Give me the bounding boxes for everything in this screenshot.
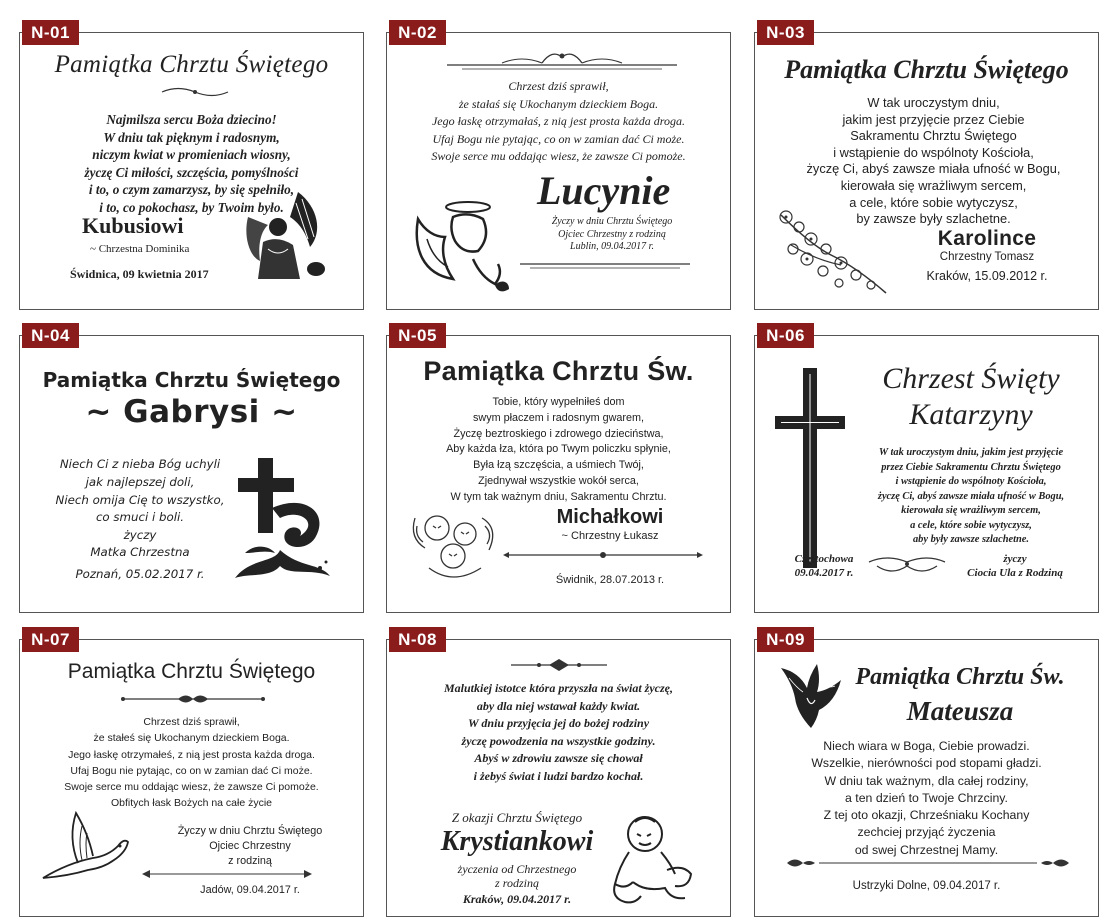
badge-n03: N-03 [757,20,814,45]
ornament-icon [520,257,690,271]
card-title: Pamiątka Chrztu Świętego [784,55,1069,84]
badge-n07: N-07 [22,627,79,652]
card-name: Lucynie [537,168,671,213]
plaque-card-n01[interactable] [19,32,364,310]
card-wish: życzy [123,528,157,542]
card-from: ~ Chrzestna Dominika [90,243,190,255]
baby-icon [605,812,697,907]
card-occasion: Z okazji Chrztu Świętego [451,810,583,825]
card-name: ~ Gabrysi ~ [85,394,298,430]
card-poem: Malutkiej istotce która przyszła na świat życzę, aby dla niej wstawał każdy kwiat. W dniu przyjęcia jej do bożej rodziny życzę powodzenia na wszystkie godziny. Abyś w zdrowiu zawsze się chował i żebyś świat i ludzi bardzo kochał. [443,681,673,783]
ornament-icon [509,658,609,672]
plaque-card-n09[interactable] [754,639,1099,917]
plaque-card-n07[interactable] [19,639,364,917]
badge-n02: N-02 [389,20,446,45]
cross-icon [775,368,845,568]
card-place: Poznań, 05.02.2017 r. [75,567,205,581]
angel-child-icon [413,189,521,299]
card-place: Ustrzyki Dolne, 09.04.2017 r. [852,880,1001,892]
card-wish: Życzy w dniu Chrztu Świętego Ojciec Chrzestny z rodziną [177,825,323,867]
card-title: Pamiątka Chrztu Św. [855,664,1065,690]
badge-n01: N-01 [22,20,79,45]
card-poem: Tobie, który wypełniłeś dom swym płaczem i radosnym gwarem, Życzę beztroskiego i zdrowego dzieciństwa, Aby każda łza, która po Twym policzku spłynie, Była łzą szczęścia, a uśmiech Twój, Zjednywał wszystkie wokół serca, W tym tak ważnym dniu, Sakramentu Chrztu. [446,396,671,503]
card-signature: życzy Ciocia Ula z Rodziną [967,553,1063,579]
ornament-icon [160,85,230,99]
ornament-icon [503,549,703,561]
ornament-icon [783,856,1073,870]
plaque-card-n08[interactable] [386,639,731,917]
card-poem: Niech Ci z nieba Bóg uchyli jak najlepszej doli, Niech omija Cię to wszystko, co smuci i boli. [55,457,225,525]
card-place: Jadów, 09.04.2017 r. [200,884,300,896]
dove-icon [38,808,130,888]
cross-swirl-icon [230,458,335,583]
card-poem: Najmilsza sercu Boża dziecino! W dniu tak pięknym i radosnym, niczym kwiat w promieniach wiosny, życzę Ci miłości, szczęścia, pomyślności i to, o czym zamarzysz, by się spełniło, i to, co pokochasz, by Twoim było. [84,112,299,215]
flowers-icon [771,205,891,297]
plaque-card-n04[interactable] [19,335,364,613]
card-title: Pamiątka Chrztu Świętego [42,368,341,392]
card-title: Pamiątka Chrztu Świętego [54,51,329,78]
card-name: Katarzyny [909,398,1033,431]
card-title: Chrzest Święty [882,362,1060,395]
badge-n05: N-05 [389,323,446,348]
card-place: Świdnica, 09 kwietnia 2017 [70,267,209,281]
card-name: Mateusza [906,696,1014,726]
card-name: Krystiankowi [440,826,594,857]
card-place: Świdnik, 28.07.2013 r. [555,574,665,586]
card-poem: Chrzest dziś sprawił, że stałaś się Ukochanym dzieckiem Boga. Jego łaskę otrzymałaś, z nią jest prosta każda droga. Ufaj Bogu nie pytając, co on w zamian dać Ci może. Swoje serce mu oddając wiesz, że zawsze Ci pomoże. [431,79,686,163]
card-name: Michałkowi [556,506,664,528]
card-place: Kraków, 15.09.2012 r. [926,269,1048,283]
ornament-icon [142,868,312,880]
card-poem: W tak uroczystym dniu, jakim jest przyjęcie przez Ciebie Sakramentu Chrztu Świętego i wstąpienie do wspólnoty Kościoła, życzę Ci, abyś zawsze miała ufność w Bogu, kierowała się wrażliwym sercem, a cele, które sobie wytyczysz, by zawsze były szlachetne. [806,95,1061,227]
plaque-card-n03[interactable] [754,32,1099,310]
dove-icon [777,658,845,734]
badge-n06: N-06 [757,323,814,348]
card-from: ~ Chrzestny Łukasz [561,530,659,542]
cherubs-icon [407,498,503,588]
badge-n04: N-04 [22,323,79,348]
card-wish: życzenia od Chrzestnego z rodziną [457,862,577,890]
card-name: Kubusiowi [82,213,184,238]
card-title: Pamiątka Chrztu Świętego [67,660,316,683]
card-poem: Niech wiara w Boga, Ciebie prowadzi. Wszelkie, nierówności pod stopami gładzi. W dniu tak ważnym, dla całej rodziny, a ten dzień to Twoje Chrzciny. Z tej oto okazji, Chrześniaku Kochany zechciej przyjąć życzenia od swej Chrzestnej Mamy. [811,739,1042,857]
ornament-icon [118,692,268,706]
card-from: Matka Chrzestna [90,545,190,559]
angel-icon [238,187,328,282]
card-signature: Życzy w dniu Chrztu Świętego Ojciec Chrzestny z rodziną Lublin, 09.04.2017 r. [551,216,673,252]
plaque-card-n06[interactable] [754,335,1099,613]
ornament-icon [442,47,682,73]
card-poem: W tak uroczystym dniu, jakim jest przyjęcie przez Ciebie Sakramentu Chrztu Świętego i wstąpienie do wspólnoty Kościoła, życzę Ci, abyś zawsze miała ufność w Bogu, kierowała się wrażliwym sercem, a cele, które sobie wytyczysz, aby były zawsze szlachetne. [877,447,1065,545]
badge-n09: N-09 [757,627,814,652]
card-title: Pamiątka Chrztu Św. [423,356,694,386]
card-place: Częstochowa 09.04.2017 r. [794,553,854,579]
card-poem: Chrzest dziś sprawił, że stałeś się Ukochanym dzieckiem Boga. Jego łaskę otrzymałeś, z nią jest prosta każda droga. Ufaj Bogu nie pytając, co on w zamian dać Ci może. Swoje serce mu oddając wiesz, że zawsze Ci pomoże. Obfitych łask Bożych na całe życie [64,716,319,810]
plaque-card-n05[interactable] [386,335,731,613]
plaque-card-n02[interactable] [386,32,731,310]
card-place: Kraków, 09.04.2017 r. [462,892,572,906]
card-from: Chrzestny Tomasz [939,251,1035,263]
card-name: Karolince [937,227,1037,250]
ornament-icon [867,552,947,578]
badge-n08: N-08 [389,627,446,652]
